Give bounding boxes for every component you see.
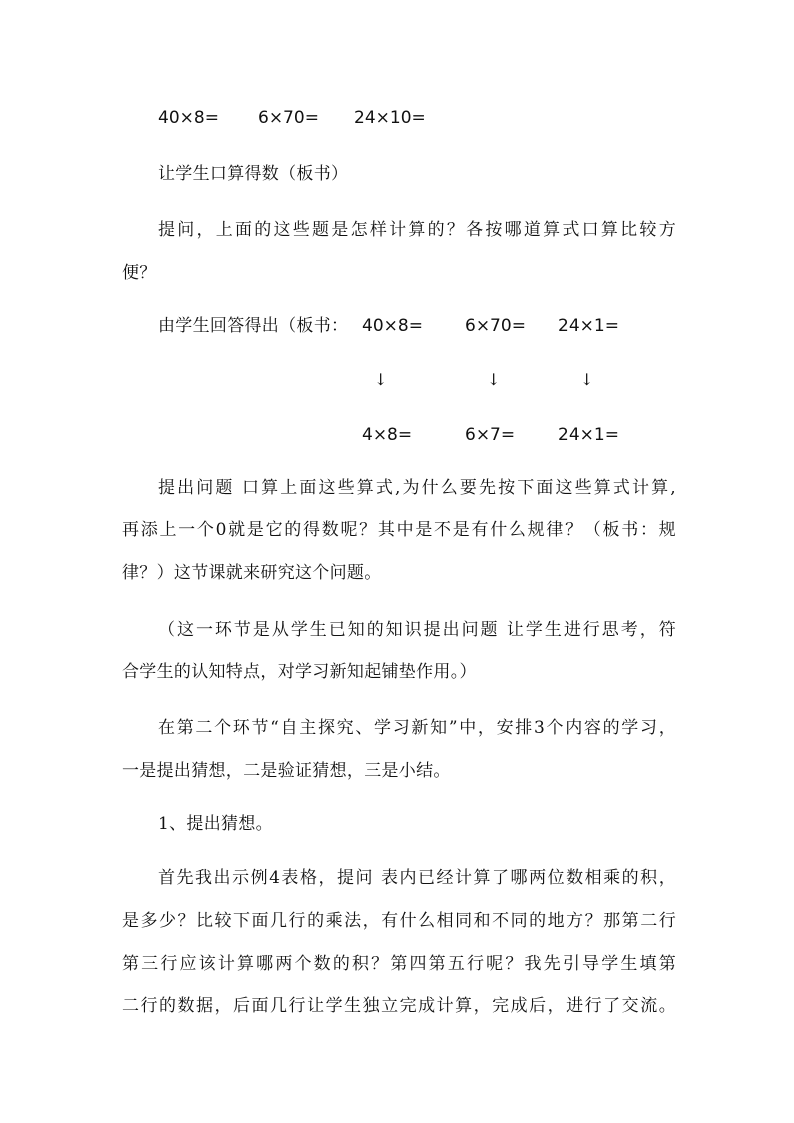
equation-4x8: 4×8= <box>362 425 413 445</box>
paragraph-example-line3: 第三行应该计算哪两个数的积？第四第五行呢？我先引导学生填第 <box>122 954 676 974</box>
paragraph-question-line2: 便？ <box>122 263 157 283</box>
equation-6x7: 6×7= <box>465 425 516 445</box>
paragraph-second-link-line1: 在第二个环节“自主探究、学习新知”中，安排3个内容的学习， <box>158 718 676 738</box>
equation-24x1: 24×1= <box>558 425 619 445</box>
paragraph-note-line2: 合学生的认知特点，对学习新知起铺垫作用。） <box>122 662 477 682</box>
paragraph-question-line1: 提问，上面的这些题是怎样计算的？各按哪道算式口算比较方 <box>158 220 676 240</box>
paragraph-second-link-line2: 一是提出猜想，二是验证猜想，三是小结。 <box>122 761 451 781</box>
equation-40x8: 40×8= <box>158 108 219 128</box>
down-arrow-icon: ↓ <box>580 370 594 389</box>
paragraph-problem-line1: 提出问题 口算上面这些算式,为什么要先按下面这些算式计算, <box>158 478 676 498</box>
equation-6x70: 6×70= <box>258 108 319 128</box>
paragraph-example-line4: 二行的数据，后面几行让学生独立完成计算，完成后，进行了交流。 <box>122 996 676 1016</box>
section-heading-guess: 1、提出猜想。 <box>158 814 273 834</box>
equation-6x70-board: 6×70= <box>465 316 526 336</box>
paragraph-example-line2: 是多少？比较下面几行的乘法，有什么相同和不同的地方？那第二行 <box>122 911 676 931</box>
equation-24x1-board: 24×1= <box>558 316 619 336</box>
paragraph-problem-line2: 再添上一个0就是它的得数呢？其中是不是有什么规律？（板书：规 <box>122 520 676 540</box>
paragraph-problem-line3: 律？）这节课就来研究这个问题。 <box>122 563 382 583</box>
down-arrow-icon: ↓ <box>374 370 388 389</box>
equation-40x8-board: 40×8= <box>362 316 423 336</box>
down-arrow-icon: ↓ <box>487 370 501 389</box>
paragraph-oral-calc: 让学生口算得数（板书） <box>158 164 349 184</box>
paragraph-example-line1: 首先我出示例4表格，提问 表内已经计算了哪两位数相乘的积， <box>158 868 676 888</box>
paragraph-answer-lead: 由学生回答得出（板书： <box>158 316 349 336</box>
equation-24x10: 24×10= <box>354 108 426 128</box>
paragraph-note-line1: （这一环节是从学生已知的知识提出问题 让学生进行思考，符 <box>158 620 676 640</box>
